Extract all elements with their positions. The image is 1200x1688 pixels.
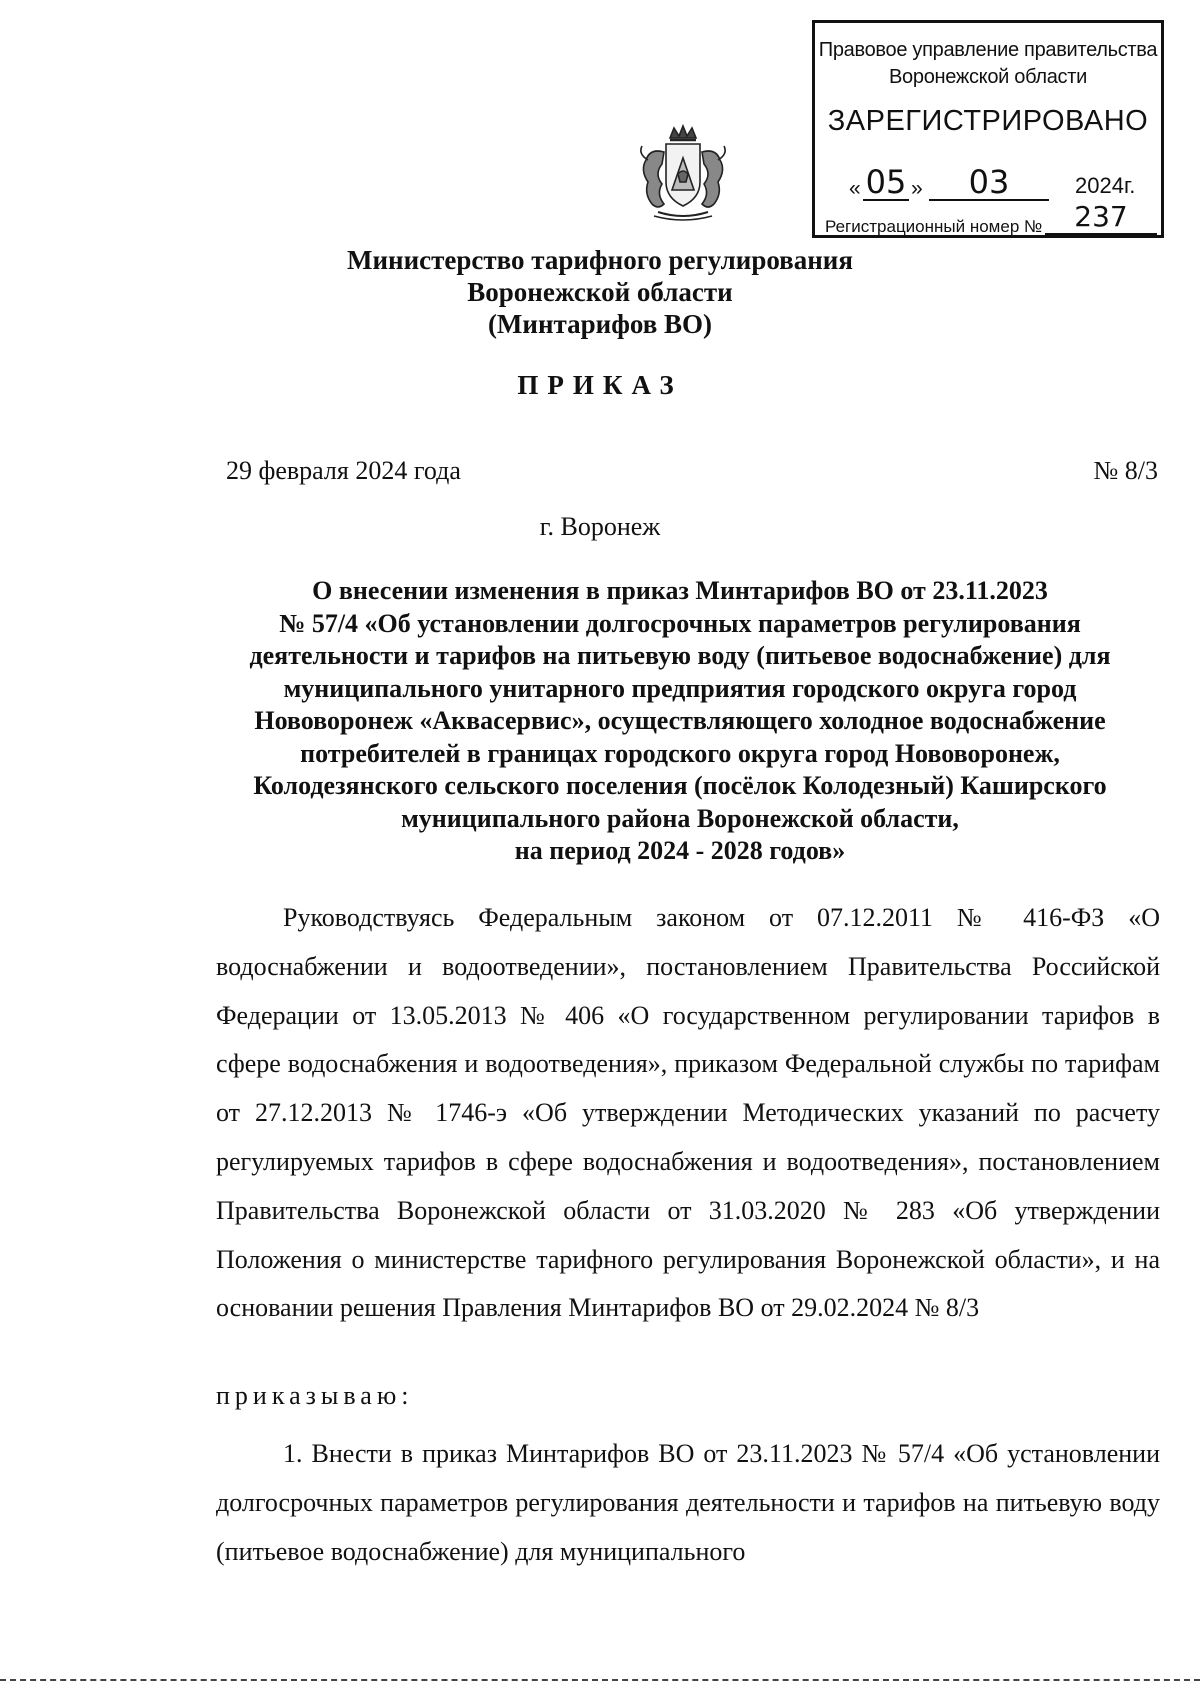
ministry-line-1: Министерство тарифного регулирования <box>347 245 853 275</box>
stamp-organization <box>815 37 1161 91</box>
order-subject <box>200 575 1160 868</box>
subject-line: на период 2024 - 2028 годов» <box>514 836 846 865</box>
subject-line: потребителей в границах городского округа город Нововоронеж, <box>300 738 1060 768</box>
subject-line: деятельности и тарифов на питьевую воду (питьевое водоснабжение) для <box>249 641 1111 670</box>
stamp-reg-label: Регистрационный номер № <box>825 217 1043 236</box>
stamp-org-line-1: Правовое управление правительства <box>818 39 1158 61</box>
ministry-line-2: Воронежской области <box>467 277 733 307</box>
coat-of-arms-drawing <box>628 124 738 224</box>
stamp-day: 05 <box>863 165 909 201</box>
stamp-month: 03 <box>929 165 1049 201</box>
subject-line: О внесении изменения в приказ Минтарифов ВО от 23.11.2023 <box>312 576 1048 605</box>
subject-line: муниципального унитарного предприятия городского округа город <box>283 673 1077 703</box>
stamp-date-row <box>849 165 1149 205</box>
ministry-heading <box>0 244 1200 340</box>
page-bottom-edge <box>0 1679 1200 1681</box>
subject-line: № 57/4 «Об установлении долгосрочных параметров регулирования <box>279 608 1081 638</box>
subject-line: Колодезянского сельского поселения (посёлок Колодезный) Каширского <box>253 771 1107 800</box>
orders-word: приказываю: <box>216 1381 414 1410</box>
ministry-line-3: (Минтарифов ВО) <box>487 309 713 339</box>
stamp-org-line-2: Воронежской области <box>889 66 1087 88</box>
stamp-close-quote: » <box>911 177 923 200</box>
stamp-year: 2024г. <box>1075 173 1136 198</box>
stamp-reg-number: 237 <box>1045 201 1157 235</box>
stamp-open-quote: « <box>849 177 861 200</box>
stamp-registration-row <box>825 200 1161 239</box>
subject-line: Нововоронеж «Аквасервис», осуществляющего холодное водоснабжение <box>254 706 1106 735</box>
order-item-1: 1. Внести в приказ Минтарифов ВО от 23.11.2023 № 57/4 «Об установлении долгосрочных параметров регулирования деятельности и тарифов на питьевую воду (питьевое водоснабжение) для муниципального <box>216 1439 1160 1566</box>
stamp-status: ЗАРЕГИСТРИРОВАНО <box>827 105 1149 137</box>
order-number: № 8/3 <box>1093 456 1158 485</box>
voronezh-coat-of-arms-icon <box>628 124 738 224</box>
order-city: г. Воронеж <box>539 512 661 541</box>
preamble-paragraph: Руководствуясь Федеральным законом от 07.12.2011 № 416-ФЗ «О водоснабжении и водоотведении», постановлением Правительства Российской Федерации от 13.05.2013 № 406 «О государственном регулировании тарифов в сфере водоснабжения и водоотведения», приказом Федеральной службы по тарифам от 27.12.2013 № 1746-э «Об утверждении Методических указаний по расчету регулируемых тарифов в сфере водоснабжения и водоотведения», постановлением Правительства Воронежской области от 31.03.2020 № 283 «Об утверждении Положения о министерстве тарифного регулирования Воронежской области», и на основании решения Правления Минтарифов ВО от 29.02.2024 № 8/3 <box>216 903 1160 1323</box>
document-type-title: ПРИКАЗ <box>517 370 683 400</box>
subject-line: муниципального района Воронежской области, <box>401 803 959 833</box>
registration-stamp <box>812 20 1164 238</box>
order-date: 29 февраля 2024 года <box>226 456 461 485</box>
